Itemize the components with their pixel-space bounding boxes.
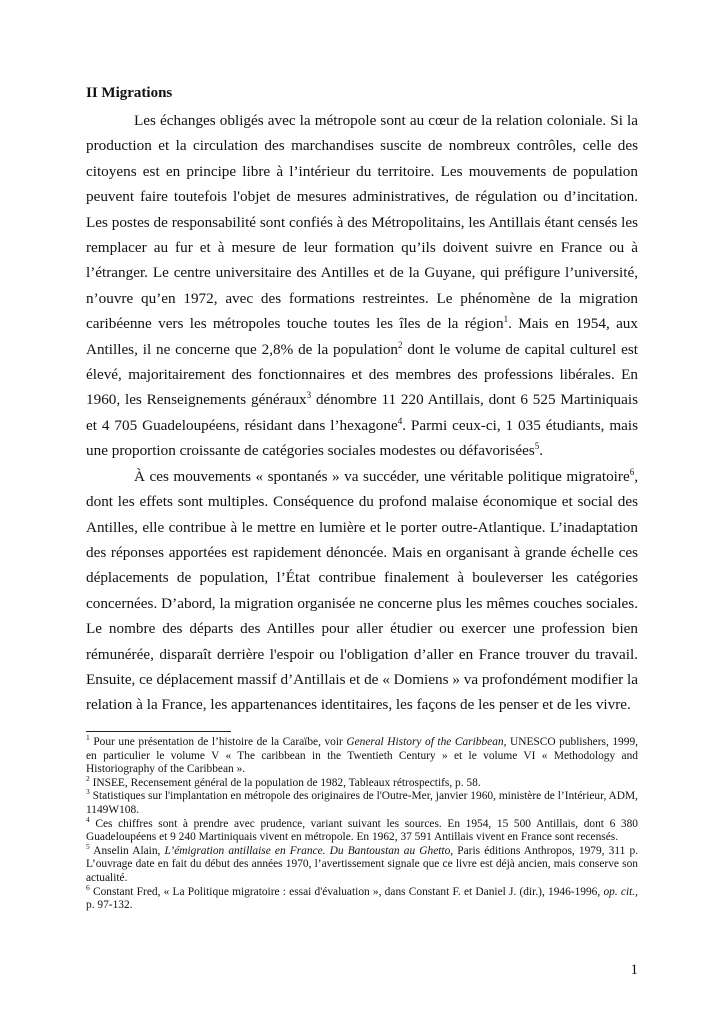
footnote-title: L’émigration antillaise en France. Du Bantoustan au Ghetto [164,844,451,857]
footnote-ref-4: 4 [397,415,403,426]
footnote-number: 1 [86,733,90,743]
footnote-ref-3: 3 [306,390,312,401]
footnote-text: , Paris éditions Anthropos, 1979, 311 p. L’ouvrage date en fait du début des années 1970, l’avertissement signale que ce livre est déjà ancien, mais conserve son actualité. [86,844,638,884]
footnote-6 [86,882,638,913]
footnote-text: , UNESCO publishers, 1999, en particulier le volume V « The caribbean in the Twentieth Century » et le volume VI « Methodology and Historiography of the Caribbean ». [86,736,638,776]
footnote-number: 5 [86,841,90,851]
paragraph-1 [86,108,638,464]
paragraph-text: . Mais en 1954, aux Antilles, il ne concerne que 2,8% de la population [86,315,638,358]
footnote-text: p. 97-132. [86,899,133,912]
footnote-5 [86,841,638,886]
footnote-text: Anselin Alain, [93,844,165,857]
footnote-text: INSEE, Recensement général de la population de 1982, Tableaux rétrospectifs, p. 58. [92,776,481,789]
paragraph-text: . [539,442,544,460]
footnote-text: Ces chiffres sont à prendre avec prudence, variant suivant les sources. En 1954, 15 500 Antillais, dont 6 380 Guadeloupéens et 9 240 Martiniquais vivent en métropole. En 1962, 37 591 Antillais vivent en France sont recensés. [86,817,638,844]
footnote-number: 4 [86,814,90,824]
footnote-text: Constant Fred, « La Politique migratoire : essai d'évaluation », dans Constant F. et Daniel J. (dir.), 1946-1996, [92,885,604,898]
page-number: 1 [630,962,638,978]
paragraph-text: . Parmi ceux-ci, 1 035 étudiants, mais une proportion croissante de catégories sociales modestes ou défavorisées [86,416,639,460]
paragraph-text: dénombre 11 220 Antillais, dont 6 525 Martiniquais et 4 705 Guadeloupéens, résidant dans l’hexagone [86,391,638,434]
footnotes [86,733,638,913]
footnote-number: 6 [86,882,90,892]
footnote-4 [86,814,638,845]
section-heading: II Migrations [86,85,173,101]
footnote-2 [86,773,638,791]
footnote-separator [86,731,231,732]
footnote-ref-6: 6 [629,466,635,477]
footnote-number: 2 [86,773,90,783]
footnote-1 [86,733,638,777]
footnote-text: Pour une présentation de l’histoire de la Caraïbe, voir [93,736,347,748]
footnote-ref-1: 1 [503,314,509,325]
footnote-ref-2: 2 [398,339,403,350]
footnote-text: Statistiques sur l'implantation en métropole des originaires de l'Outre-Mer, janvier 1960, ministère de l’Intérieur, ADM, 1149W108. [86,790,638,816]
paragraph-text: , dont les effets sont multiples. Conséquence du profond malaise économique et social des Antilles, elle contribue à le mettre en lumière et le porter outre-Atlantique. L’inadaptation des réponses apportées est rapidement dénoncée. Mais en organisant à grande échelle ces déplacements de population, l’État contribue finalement à bouleverser les catégories concernées. D’abord, la migration organisée ne concerne plus les mêmes couches sociales. Le nombre des départs des Antilles pour aller étudier ou exercer une profession bien rémunérée, disparaît derrière l'espoir ou l'obligation d’aller en France trouver du travail. Ensuite, ce déplacement massif d’Antillais et de « Domiens » va profondément modifier la relation à la France, les appartenances identitaires, les façons de les penser et de les vivre. [86,467,638,714]
paragraph-text: Les échanges obligés avec la métropole sont au cœur de la relation coloniale. Si la production et la circulation des marchandises suscite de nombreux contrôles, celle des citoyens est en principe libre à l’intérieur du territoire. Les mouvements de population peuvent faire toutefois l'objet de mesures administratives, de régulation ou d’incitation. Les postes de responsabilité sont confiés à des Métropolitains, les Antillais étant censés les remplacer au fur et à mesure de leur formation qu’ils doivent suivre en France ou à l’étranger. Le centre universitaire des Antilles et de la Guyane, qui préfigure l’université, n’ouvre qu’en 1972, avec des formations restreintes. Le phénomène de la migration caribéenne vers les métropoles touche toutes les îles de la région [86,112,638,333]
footnote-title: op. cit., [603,885,638,898]
paragraph-2 [86,464,638,718]
footnote-3 [86,787,638,817]
footnote-title: General History of the Caribbean [346,736,504,748]
footnote-ref-5: 5 [534,441,540,452]
body-text [86,108,638,718]
footnote-number: 3 [86,787,90,797]
paragraph-text: À ces mouvements « spontanés » va succéder, une véritable politique migratoire [134,467,630,485]
paragraph-text: dont le volume de capital culturel est élevé, majoritairement des fonctionnaires et des membres des professions libérales. En 1960, les Renseignements généraux [86,340,638,409]
